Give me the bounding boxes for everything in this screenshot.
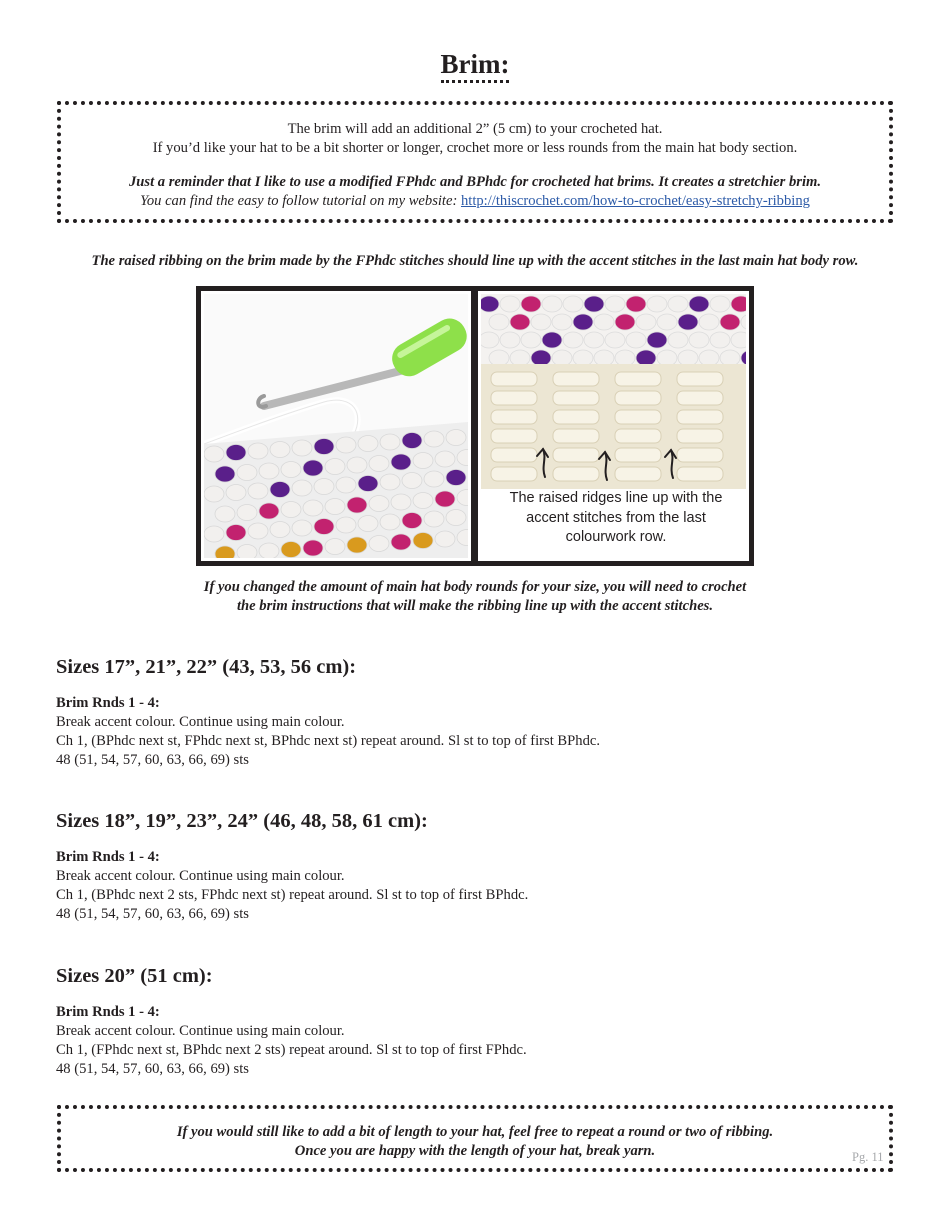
section-heading: Sizes 20” (51 cm):	[56, 965, 213, 987]
photo-note	[484, 489, 748, 548]
change-note-line-1: If you changed the amount of main hat body rounds for your size, you will need to crochet	[203, 579, 747, 595]
section-stitch-count: 48 (51, 54, 57, 60, 63, 66, 69) sts	[56, 906, 249, 922]
page-title: Brim:	[441, 50, 510, 83]
section-stitch-count: 48 (51, 54, 57, 60, 63, 66, 69) sts	[56, 1061, 249, 1077]
tutorial-prefix: You can find the easy to follow tutorial on my website:	[140, 193, 458, 209]
section-line: Ch 1, (BPhdc next st, FPhdc next st, BPhdc next st) repeat around. Sl st to top of first BPhdc.	[56, 733, 600, 749]
size-section-2	[56, 809, 896, 924]
page-title-wrap	[0, 50, 950, 83]
tutorial-link[interactable]: http://thiscrochet.com/how-to-crochet/easy-stretchy-ribbing	[460, 193, 810, 209]
closing-box	[57, 1105, 893, 1172]
section-subheading: Brim Rnds 1 - 4:	[56, 1004, 160, 1020]
photo-note-line-2: accent stitches from the last	[526, 509, 706, 526]
section-stitch-count: 48 (51, 54, 57, 60, 63, 66, 69) sts	[56, 752, 249, 768]
size-section-3	[56, 964, 896, 1079]
closing-line-2: Once you are happy with the length of your hat, break yarn.	[294, 1143, 656, 1159]
section-line: Break accent colour. Continue using main colour.	[56, 1023, 345, 1039]
section-line: Ch 1, (FPhdc next st, BPhdc next 2 sts) repeat around. Sl st to top of first FPhdc.	[56, 1042, 527, 1058]
section-line: Break accent colour. Continue using main colour.	[56, 714, 345, 730]
section-heading: Sizes 18”, 19”, 23”, 24” (46, 48, 58, 61 cm):	[56, 810, 428, 832]
intro-line-2: If you’d like your hat to be a bit shorter or longer, crochet more or less rounds from the main hat body section.	[152, 140, 798, 156]
change-note-line-2: the brim instructions that will make the ribbing line up with the accent stitches.	[237, 598, 713, 614]
intro-line-1: The brim will add an additional 2” (5 cm) to your crocheted hat.	[287, 121, 663, 137]
intro-tutorial-line	[61, 192, 889, 211]
section-subheading: Brim Rnds 1 - 4:	[56, 695, 160, 711]
section-subheading: Brim Rnds 1 - 4:	[56, 849, 160, 865]
crochet-hook-photo	[204, 294, 468, 558]
photo-left-panel	[201, 291, 471, 561]
intro-reminder: Just a reminder that I like to use a modified FPhdc and BPhdc for crocheted hat brims. It creates a stretchier brim.	[129, 174, 821, 190]
page-number: Pg. 11	[852, 1150, 884, 1164]
section-line: Ch 1, (BPhdc next 2 sts, FPhdc next st) repeat around. Sl st to top of first BPhdc.	[56, 887, 529, 903]
photo-note-line-1: The raised ridges line up with the	[509, 490, 723, 506]
intro-box	[57, 101, 893, 223]
section-heading: Sizes 17”, 21”, 22” (43, 53, 56 cm):	[56, 656, 357, 678]
size-section-1	[56, 655, 896, 770]
ribbing-note: The raised ribbing on the brim made by the FPhdc stitches should line up with the accent stitches in the last main hat body row.	[91, 253, 859, 269]
closing-line-1: If you would still like to add a bit of length to your hat, feel free to repeat a round or two of ribbing.	[176, 1124, 774, 1140]
photo-note-line-3: colourwork row.	[565, 529, 667, 545]
section-line: Break accent colour. Continue using main colour.	[56, 868, 345, 884]
